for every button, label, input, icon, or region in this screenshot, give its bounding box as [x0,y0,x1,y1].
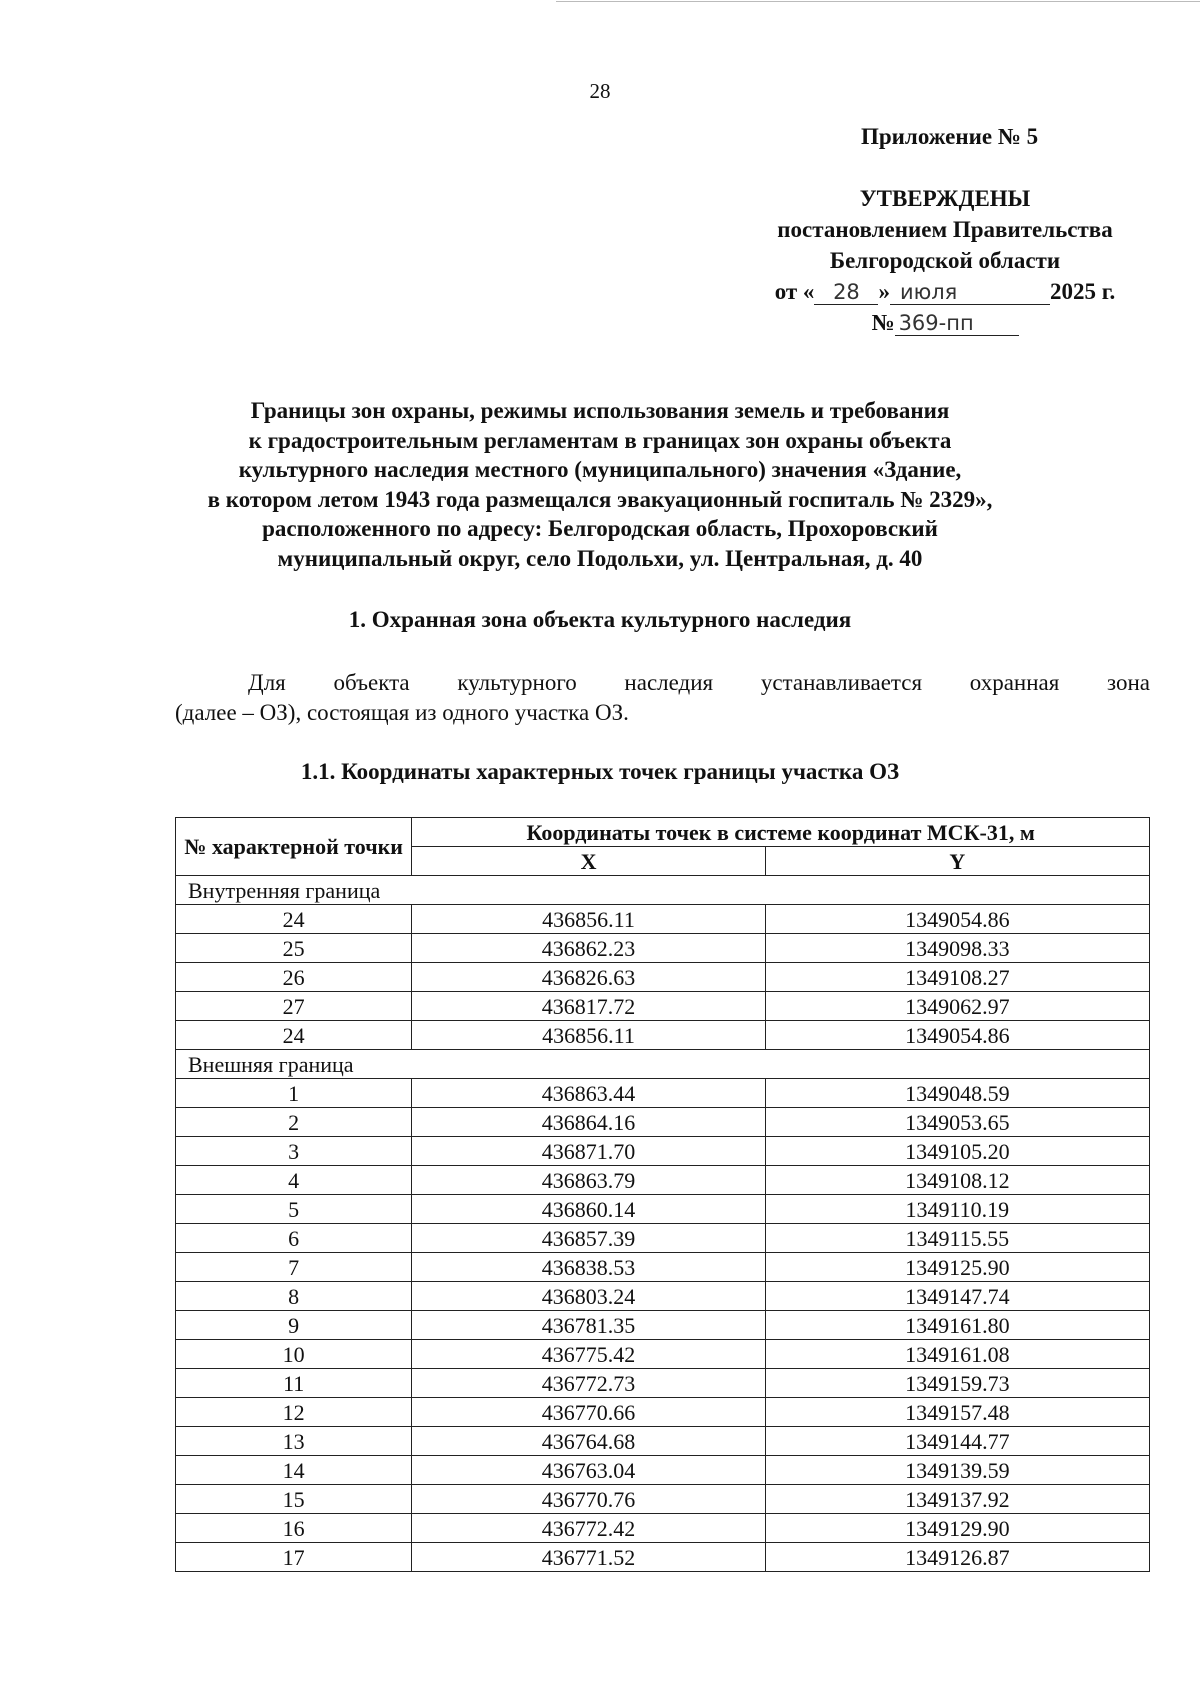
y-coordinate-cell: 1349125.90 [765,1253,1149,1282]
table-row [176,1369,1150,1398]
point-number-cell: 25 [176,934,412,963]
title-line: культурного наследия местного (муниципального) значения «Здание, [238,457,962,482]
y-coordinate-cell: 1349048.59 [765,1079,1149,1108]
x-coordinate-cell: 436772.73 [412,1369,765,1398]
header-coordinates: Координаты точек в системе координат МСК-31, м [412,818,1150,847]
point-number-cell: 17 [176,1543,412,1572]
point-number-cell: 8 [176,1282,412,1311]
header-x: X [412,847,765,876]
title-line: в котором летом 1943 года размещался эвакуационный госпиталь № 2329», [207,486,993,512]
table-row [176,905,1150,934]
table-row [176,1079,1150,1108]
date-mid: » [878,279,890,304]
title-line: к градостроительным регламентам в границах зон охраны объекта [248,427,952,453]
table-row [176,1108,1150,1137]
point-number-cell: 11 [176,1369,412,1398]
point-number-cell: 24 [176,905,412,934]
x-coordinate-cell: 436772.42 [412,1514,765,1543]
y-coordinate-cell: 1349105.20 [765,1137,1149,1166]
table-row [176,963,1150,992]
point-number-cell: 7 [176,1253,412,1282]
coordinates-table [175,817,1150,1572]
x-coordinate-cell: 436764.68 [412,1427,765,1456]
table-row [176,1166,1150,1195]
point-number-cell: 15 [176,1485,412,1514]
point-number-cell: 4 [176,1166,412,1195]
table-header-row [176,818,1150,847]
table-row [176,1340,1150,1369]
y-coordinate-cell: 1349144.77 [765,1427,1149,1456]
title-line: Границы зон охраны, режимы использования земель и требования [250,398,950,423]
paragraph-line2: (далее – ОЗ), состоящая из одного участка ОЗ. [175,700,629,725]
group-label: Внешняя граница [176,1050,1150,1079]
y-coordinate-cell: 1349139.59 [765,1456,1149,1485]
approval-heading: УТВЕРЖДЕНЫ [859,186,1031,211]
point-number-cell: 2 [176,1108,412,1137]
point-number-cell: 5 [176,1195,412,1224]
body-paragraph [175,668,1150,728]
point-number-cell: 9 [176,1311,412,1340]
x-coordinate-cell: 436860.14 [412,1195,765,1224]
word: зона [1107,670,1150,695]
subsection-title: 1.1. Координаты характерных точек границы участка ОЗ [300,759,900,784]
x-coordinate-cell: 436857.39 [412,1224,765,1253]
table-row [176,1224,1150,1253]
x-coordinate-cell: 436763.04 [412,1456,765,1485]
y-coordinate-cell: 1349126.87 [765,1543,1149,1572]
title-line: расположенного по адресу: Белгородская область, Прохоровский [262,516,938,541]
approval-block [760,183,1130,338]
y-coordinate-cell: 1349110.19 [765,1195,1149,1224]
y-coordinate-cell: 1349054.86 [765,905,1149,934]
table-row [176,1514,1150,1543]
date-month-field: июля [890,280,1050,305]
decree-number-field: 369-пп [895,311,1019,336]
word: охранная [969,670,1060,695]
section-title: 1. Охранная зона объекта культурного наследия [348,607,852,632]
y-coordinate-cell: 1349147.74 [765,1282,1149,1311]
point-number-cell: 14 [176,1456,412,1485]
table-row [176,1195,1150,1224]
x-coordinate-cell: 436838.53 [412,1253,765,1282]
group-label: Внутренняя граница [176,876,1150,905]
x-coordinate-cell: 436771.52 [412,1543,765,1572]
table-row [176,1253,1150,1282]
document-title [150,396,1050,573]
approval-line2: Белгородской области [829,248,1061,273]
header-y: Y [765,847,1149,876]
point-number-cell: 16 [176,1514,412,1543]
table-row [176,934,1150,963]
point-number-cell: 24 [176,1021,412,1050]
point-number-cell: 6 [176,1224,412,1253]
appendix-label: Приложение № 5 [861,124,1039,149]
table-row [176,1282,1150,1311]
x-coordinate-cell: 436863.44 [412,1079,765,1108]
y-coordinate-cell: 1349129.90 [765,1514,1149,1543]
date-prefix: от « [774,279,815,304]
point-number-cell: 26 [176,963,412,992]
point-number-cell: 13 [176,1427,412,1456]
table-group-row [176,1050,1150,1079]
x-coordinate-cell: 436770.66 [412,1398,765,1427]
y-coordinate-cell: 1349108.12 [765,1166,1149,1195]
approval-number [760,307,1130,338]
x-coordinate-cell: 436775.42 [412,1340,765,1369]
table-group-row [176,876,1150,905]
x-coordinate-cell: 436770.76 [412,1485,765,1514]
point-number-cell: 12 [176,1398,412,1427]
table-row [176,1398,1150,1427]
paragraph-line1 [175,668,1150,698]
y-coordinate-cell: 1349157.48 [765,1398,1149,1427]
word: устанавливается [760,670,923,695]
table-row [176,1485,1150,1514]
x-coordinate-cell: 436817.72 [412,992,765,1021]
word: культурного [457,670,577,695]
point-number-cell: 3 [176,1137,412,1166]
approval-date [760,276,1130,307]
x-coordinate-cell: 436862.23 [412,934,765,963]
x-coordinate-cell: 436871.70 [412,1137,765,1166]
x-coordinate-cell: 436826.63 [412,963,765,992]
date-day-field: 28 [814,280,878,305]
y-coordinate-cell: 1349159.73 [765,1369,1149,1398]
x-coordinate-cell: 436856.11 [412,1021,765,1050]
table-row [176,1311,1150,1340]
x-coordinate-cell: 436856.11 [412,905,765,934]
point-number-cell: 10 [176,1340,412,1369]
y-coordinate-cell: 1349054.86 [765,1021,1149,1050]
y-coordinate-cell: 1349115.55 [765,1224,1149,1253]
table-row [176,1543,1150,1572]
y-coordinate-cell: 1349161.08 [765,1340,1149,1369]
number-prefix: № [871,310,895,335]
page-number: 28 [589,79,611,103]
table-row [176,1456,1150,1485]
y-coordinate-cell: 1349137.92 [765,1485,1149,1514]
word: наследия [624,670,714,695]
y-coordinate-cell: 1349161.80 [765,1311,1149,1340]
table-row [176,1137,1150,1166]
header-point-number: № характерной точки [176,818,412,876]
point-number-cell: 1 [176,1079,412,1108]
y-coordinate-cell: 1349108.27 [765,963,1149,992]
x-coordinate-cell: 436803.24 [412,1282,765,1311]
table-row [176,992,1150,1021]
y-coordinate-cell: 1349053.65 [765,1108,1149,1137]
y-coordinate-cell: 1349062.97 [765,992,1149,1021]
x-coordinate-cell: 436781.35 [412,1311,765,1340]
point-number-cell: 27 [176,992,412,1021]
x-coordinate-cell: 436864.16 [412,1108,765,1137]
table-row [176,1021,1150,1050]
word: объекта [333,670,410,695]
table-body [176,876,1150,1572]
y-coordinate-cell: 1349098.33 [765,934,1149,963]
x-coordinate-cell: 436863.79 [412,1166,765,1195]
date-year: 2025 г. [1049,279,1116,304]
title-line: муниципальный округ, село Подольхи, ул. Центральная, д. 40 [277,545,923,571]
approval-line1: постановлением Правительства [777,217,1113,242]
table-row [176,1427,1150,1456]
word: Для [248,670,286,695]
scan-edge-line [556,1,1200,2]
